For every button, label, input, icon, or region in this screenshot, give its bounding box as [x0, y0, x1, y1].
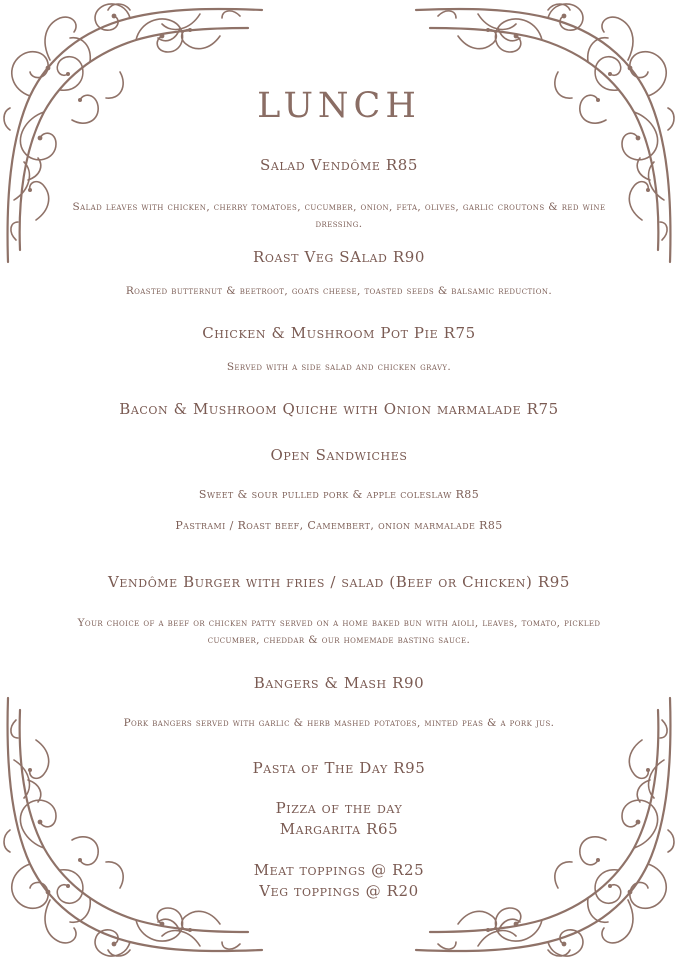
dish-name-pizza: Pizza of the day [275, 799, 403, 817]
dish-desc-bangers-mash: Pork bangers served with garlic & herb mashed potatoes, minted peas & a pork jus. [123, 717, 555, 729]
dish-name-open-sandwiches: Open Sandwiches [270, 446, 408, 464]
dish-name-bangers-mash: Bangers & Mash R90 [253, 674, 425, 692]
dish-name-quiche: Bacon & Mushroom Quiche with Onion marmalade R75 [119, 400, 559, 418]
dish-name-burger: Vendôme Burger with fries / salad (Beef or Chicken) R95 [107, 573, 571, 591]
dish-name-roast-veg-salad: Roast Veg SAlad R90 [252, 248, 426, 266]
sandwich-item-pulled-pork: Sweet & sour pulled pork & apple coleslaw R85 [198, 488, 480, 501]
dish-name-salad-vendome: Salad Vendôme R85 [259, 156, 419, 174]
dish-desc-burger: Your choice of a beef or chicken patty served on a home baked bun with aioli, leaves, tomato, pickled cucumber, cheddar & our homemade basting sauce. [77, 617, 601, 646]
dish-desc-salad-vendome: Salad leaves with chicken, cherry tomatoes, cucumber, onion, feta, olives, garlic croutons & red wine dressing. [72, 201, 606, 230]
menu-title: LUNCH [257, 86, 421, 126]
dish-desc-pot-pie: Served with a side salad and chicken gravy. [226, 361, 452, 373]
pizza-item-veg-toppings: Veg toppings @ R20 [259, 882, 419, 900]
sandwich-item-pastrami: Pastrami / Roast beef, Camembert, onion marmalade R85 [175, 519, 503, 532]
dish-desc-roast-veg-salad: Roasted butternut & beetroot, goats cheese, toasted seeds & balsamic reduction. [125, 285, 553, 297]
dish-name-pasta: Pasta of The Day R95 [252, 759, 426, 777]
pizza-item-margarita: Margarita R65 [279, 820, 399, 838]
dish-name-pot-pie: Chicken & Mushroom Pot Pie R75 [202, 324, 476, 342]
pizza-item-meat-toppings: Meat toppings @ R25 [253, 861, 425, 879]
